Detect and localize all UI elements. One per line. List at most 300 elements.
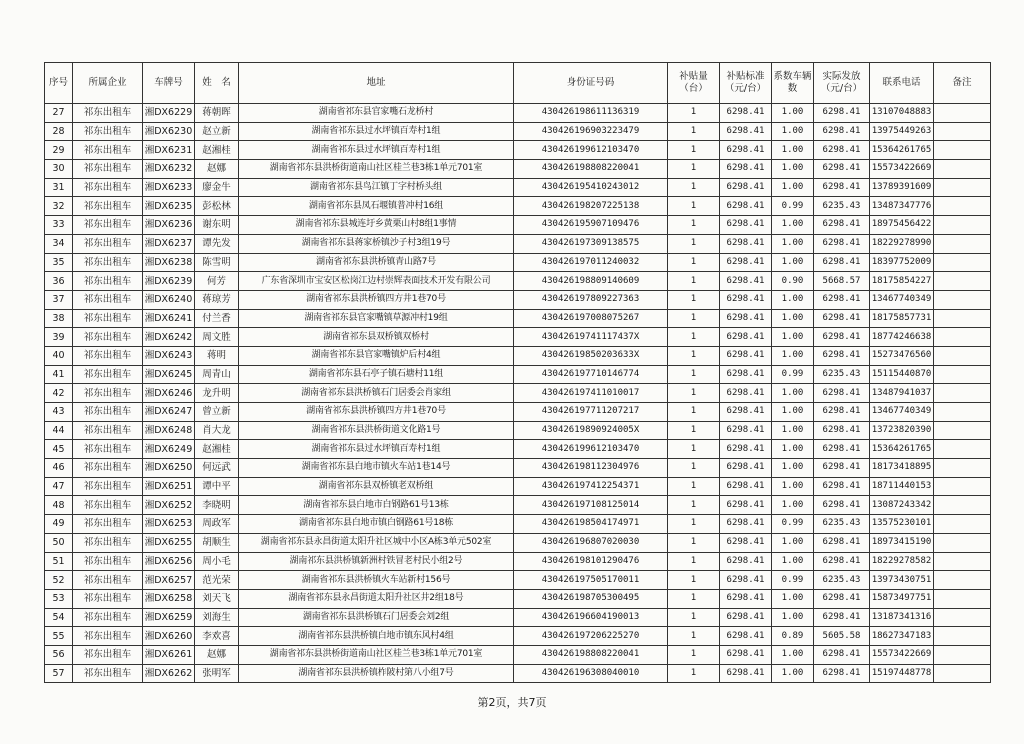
- row-id-number: 430426198808220041: [514, 160, 668, 179]
- table-row: [45, 122, 991, 141]
- row-company: 祁东出租车: [73, 496, 143, 515]
- row-remark: [934, 346, 991, 365]
- row-plate: 湘DX6235: [143, 197, 195, 216]
- row-plate: 湘DX6256: [143, 552, 195, 571]
- row-plate: 湘DX6255: [143, 533, 195, 552]
- row-subsidy-qty: 1: [668, 533, 720, 552]
- row-name: 赵湘桂: [195, 440, 239, 459]
- row-coef: 1.00: [772, 589, 814, 608]
- row-address: 湖南省祁东县城连圩乡黄栗山村8组1事情: [239, 216, 514, 235]
- row-company: 祁东出租车: [73, 104, 143, 123]
- row-name: 何远武: [195, 459, 239, 478]
- table-row: [45, 627, 991, 646]
- row-subsidy-qty: 1: [668, 589, 720, 608]
- row-subsidy-qty: 1: [668, 403, 720, 422]
- row-company: 祁东出租车: [73, 178, 143, 197]
- row-plate: 湘DX6250: [143, 459, 195, 478]
- row-remark: [934, 421, 991, 440]
- row-company: 祁东出租车: [73, 552, 143, 571]
- table-row: [45, 515, 991, 534]
- row-phone: 15115440870: [870, 365, 934, 384]
- table-row: [45, 421, 991, 440]
- row-subsidy-std: 6298.41: [720, 571, 772, 590]
- row-seq: 48: [45, 496, 73, 515]
- row-subsidy-qty: 1: [668, 234, 720, 253]
- row-name: 周政军: [195, 515, 239, 534]
- row-subsidy-std: 6298.41: [720, 104, 772, 123]
- row-plate: 湘DX6261: [143, 645, 195, 664]
- row-remark: [934, 104, 991, 123]
- row-coef: 1.00: [772, 477, 814, 496]
- row-address: 湖南省祁东县白地市白钢路61号13栋: [239, 496, 514, 515]
- row-id-number: 43042619741117437X: [514, 328, 668, 347]
- row-name: 周小毛: [195, 552, 239, 571]
- row-coef: 1.00: [772, 384, 814, 403]
- row-name: 陈雪明: [195, 253, 239, 272]
- row-plate: 湘DX6241: [143, 309, 195, 328]
- row-name: 曾立新: [195, 403, 239, 422]
- row-seq: 28: [45, 122, 73, 141]
- table-row: [45, 272, 991, 291]
- row-plate: 湘DX6258: [143, 589, 195, 608]
- row-seq: 54: [45, 608, 73, 627]
- row-remark: [934, 645, 991, 664]
- row-seq: 51: [45, 552, 73, 571]
- row-address: 湖南省祁东县鸟江镇丁字村桥头组: [239, 178, 514, 197]
- row-address: 湖南省祁东县永昌街道太阳升社区城中小区A栋3单元502室: [239, 533, 514, 552]
- row-id-number: 430426197206225270: [514, 627, 668, 646]
- row-phone: 15873497751: [870, 589, 934, 608]
- row-remark: [934, 365, 991, 384]
- table-row: [45, 645, 991, 664]
- row-subsidy-qty: 1: [668, 645, 720, 664]
- row-remark: [934, 608, 991, 627]
- row-seq: 43: [45, 403, 73, 422]
- header-phone: 联系电话: [870, 63, 934, 104]
- row-plate: 湘DX6245: [143, 365, 195, 384]
- row-address: 湖南省祁东县官家嘴镇草源冲村19组: [239, 309, 514, 328]
- row-subsidy-std: 6298.41: [720, 253, 772, 272]
- row-seq: 34: [45, 234, 73, 253]
- row-remark: [934, 290, 991, 309]
- row-company: 祁东出租车: [73, 216, 143, 235]
- row-address: 湖南省祁东县过水坪镇百寿村1组: [239, 141, 514, 160]
- row-company: 祁东出租车: [73, 571, 143, 590]
- row-actual: 6298.41: [814, 141, 870, 160]
- row-seq: 41: [45, 365, 73, 384]
- row-subsidy-std: 6298.41: [720, 421, 772, 440]
- row-id-number: 430426198207225138: [514, 197, 668, 216]
- row-phone: 15573422669: [870, 160, 934, 179]
- row-id-number: 430426198809140609: [514, 272, 668, 291]
- row-subsidy-std: 6298.41: [720, 197, 772, 216]
- row-plate: 湘DX6236: [143, 216, 195, 235]
- row-seq: 27: [45, 104, 73, 123]
- row-remark: [934, 664, 991, 683]
- table-row: [45, 346, 991, 365]
- row-coef: 0.99: [772, 365, 814, 384]
- row-id-number: 430426198101290476: [514, 552, 668, 571]
- row-remark: [934, 627, 991, 646]
- row-company: 祁东出租车: [73, 403, 143, 422]
- row-subsidy-std: 6298.41: [720, 533, 772, 552]
- table-body: [45, 104, 991, 683]
- row-plate: 湘DX6233: [143, 178, 195, 197]
- row-subsidy-std: 6298.41: [720, 589, 772, 608]
- row-actual: 6298.41: [814, 122, 870, 141]
- row-actual: 6298.41: [814, 216, 870, 235]
- row-name: 李欢喜: [195, 627, 239, 646]
- row-plate: 湘DX6229: [143, 104, 195, 123]
- row-subsidy-qty: 1: [668, 272, 720, 291]
- row-id-number: 430426197505170011: [514, 571, 668, 590]
- row-subsidy-qty: 1: [668, 290, 720, 309]
- row-id-number: 430426196604190013: [514, 608, 668, 627]
- row-subsidy-std: 6298.41: [720, 234, 772, 253]
- row-subsidy-qty: 1: [668, 477, 720, 496]
- row-coef: 1.00: [772, 253, 814, 272]
- row-company: 祁东出租车: [73, 234, 143, 253]
- row-id-number: 430426195410243012: [514, 178, 668, 197]
- row-phone: 18774246638: [870, 328, 934, 347]
- row-coef: 1.00: [772, 309, 814, 328]
- row-company: 祁东出租车: [73, 197, 143, 216]
- table-row: [45, 365, 991, 384]
- row-id-number: 430426197710146774: [514, 365, 668, 384]
- row-id-number: 430426198112304976: [514, 459, 668, 478]
- row-phone: 13467740349: [870, 290, 934, 309]
- row-coef: 0.99: [772, 571, 814, 590]
- row-address: 湖南省祁东县蒋家桥镇沙子村3组19号: [239, 234, 514, 253]
- row-company: 祁东出租车: [73, 290, 143, 309]
- row-seq: 55: [45, 627, 73, 646]
- header-address: 地址: [239, 63, 514, 104]
- row-remark: [934, 328, 991, 347]
- row-subsidy-qty: 1: [668, 608, 720, 627]
- row-id-number: 430426198504174971: [514, 515, 668, 534]
- row-plate: 湘DX6246: [143, 384, 195, 403]
- row-name: 蒋明: [195, 346, 239, 365]
- row-address: 湖南省祁东县洪桥镇四方井1巷70号: [239, 290, 514, 309]
- row-phone: 18397752009: [870, 253, 934, 272]
- row-seq: 35: [45, 253, 73, 272]
- row-name: 彭松林: [195, 197, 239, 216]
- row-company: 祁东出租车: [73, 440, 143, 459]
- row-plate: 湘DX6240: [143, 290, 195, 309]
- row-subsidy-std: 6298.41: [720, 178, 772, 197]
- row-name: 龙升明: [195, 384, 239, 403]
- row-subsidy-std: 6298.41: [720, 122, 772, 141]
- row-seq: 50: [45, 533, 73, 552]
- row-actual: 6298.41: [814, 160, 870, 179]
- table-row: [45, 533, 991, 552]
- row-name: 赵立新: [195, 122, 239, 141]
- table-row: [45, 477, 991, 496]
- row-name: 谭先发: [195, 234, 239, 253]
- row-actual: 6298.41: [814, 533, 870, 552]
- row-remark: [934, 309, 991, 328]
- row-remark: [934, 216, 991, 235]
- row-subsidy-qty: 1: [668, 309, 720, 328]
- row-subsidy-std: 6298.41: [720, 552, 772, 571]
- row-id-number: 430426199612103470: [514, 141, 668, 160]
- row-subsidy-std: 6298.41: [720, 290, 772, 309]
- row-actual: 6298.41: [814, 328, 870, 347]
- row-actual: 6298.41: [814, 290, 870, 309]
- row-name: 谭中平: [195, 477, 239, 496]
- header-subsidy-qty: 补贴量（台）: [668, 63, 720, 104]
- row-subsidy-qty: 1: [668, 440, 720, 459]
- row-address: 广东省深圳市宝安区松岗江边村崇辉表面技术开发有限公司: [239, 272, 514, 291]
- row-actual: 6235.43: [814, 365, 870, 384]
- row-id-number: 430426197411010017: [514, 384, 668, 403]
- row-remark: [934, 571, 991, 590]
- row-remark: [934, 234, 991, 253]
- row-remark: [934, 533, 991, 552]
- row-seq: 32: [45, 197, 73, 216]
- row-company: 祁东出租车: [73, 589, 143, 608]
- row-seq: 33: [45, 216, 73, 235]
- row-actual: 5668.57: [814, 272, 870, 291]
- row-subsidy-qty: 1: [668, 104, 720, 123]
- row-name: 赵娜: [195, 160, 239, 179]
- table-row: [45, 571, 991, 590]
- row-subsidy-std: 6298.41: [720, 477, 772, 496]
- row-company: 祁东出租车: [73, 533, 143, 552]
- row-seq: 45: [45, 440, 73, 459]
- row-address: 湖南省祁东县洪桥镇青山路7号: [239, 253, 514, 272]
- row-address: 湖南省祁东县官家嘴镇炉后村4组: [239, 346, 514, 365]
- row-remark: [934, 496, 991, 515]
- row-subsidy-qty: 1: [668, 496, 720, 515]
- table-row: [45, 496, 991, 515]
- row-phone: 15364261765: [870, 141, 934, 160]
- row-id-number: 430426198611136319: [514, 104, 668, 123]
- row-subsidy-std: 6298.41: [720, 160, 772, 179]
- row-subsidy-std: 6298.41: [720, 627, 772, 646]
- row-company: 祁东出租车: [73, 346, 143, 365]
- row-company: 祁东出租车: [73, 421, 143, 440]
- row-phone: 13487941037: [870, 384, 934, 403]
- header-remark: 备注: [934, 63, 991, 104]
- row-subsidy-std: 6298.41: [720, 384, 772, 403]
- table-row: [45, 328, 991, 347]
- row-name: 周文胜: [195, 328, 239, 347]
- row-coef: 1.00: [772, 346, 814, 365]
- row-company: 祁东出租车: [73, 627, 143, 646]
- row-seq: 40: [45, 346, 73, 365]
- row-name: 赵娜: [195, 645, 239, 664]
- row-remark: [934, 403, 991, 422]
- row-id-number: 430426197809227363: [514, 290, 668, 309]
- row-phone: 18175857731: [870, 309, 934, 328]
- row-subsidy-qty: 1: [668, 328, 720, 347]
- row-phone: 13723820390: [870, 421, 934, 440]
- row-coef: 1.00: [772, 440, 814, 459]
- row-id-number: 430426197008075267: [514, 309, 668, 328]
- row-address: 湖南省祁东县洪桥镇石门居委会刘2组: [239, 608, 514, 627]
- table-row: [45, 384, 991, 403]
- row-plate: 湘DX6237: [143, 234, 195, 253]
- header-subsidy-std: 补贴标准（元/台）: [720, 63, 772, 104]
- row-subsidy-qty: 1: [668, 627, 720, 646]
- row-plate: 湘DX6242: [143, 328, 195, 347]
- row-subsidy-std: 6298.41: [720, 309, 772, 328]
- row-address: 湖南省祁东县双桥镇双桥村: [239, 328, 514, 347]
- row-subsidy-qty: 1: [668, 515, 720, 534]
- header-company: 所属企业: [73, 63, 143, 104]
- table-row: [45, 309, 991, 328]
- header-name: 姓 名: [195, 63, 239, 104]
- row-phone: 18173418895: [870, 459, 934, 478]
- row-seq: 47: [45, 477, 73, 496]
- row-actual: 6235.43: [814, 571, 870, 590]
- row-actual: 6298.41: [814, 440, 870, 459]
- table-header-row: [45, 63, 991, 104]
- row-actual: 6298.41: [814, 309, 870, 328]
- row-remark: [934, 515, 991, 534]
- row-address: 湖南省祁东县双桥镇老双桥组: [239, 477, 514, 496]
- row-plate: 湘DX6257: [143, 571, 195, 590]
- row-phone: 18229278582: [870, 552, 934, 571]
- row-seq: 36: [45, 272, 73, 291]
- row-seq: 44: [45, 421, 73, 440]
- row-phone: 15197448778: [870, 664, 934, 683]
- row-coef: 1.00: [772, 122, 814, 141]
- row-name: 刘天飞: [195, 589, 239, 608]
- row-address: 湖南省祁东县白地市镇白钢路61号18栋: [239, 515, 514, 534]
- row-name: 何芳: [195, 272, 239, 291]
- row-subsidy-qty: 1: [668, 122, 720, 141]
- row-coef: 1.00: [772, 328, 814, 347]
- row-name: 蒋琼芳: [195, 290, 239, 309]
- row-subsidy-qty: 1: [668, 216, 720, 235]
- row-plate: 湘DX6247: [143, 403, 195, 422]
- row-coef: 1.00: [772, 234, 814, 253]
- row-phone: 13087243342: [870, 496, 934, 515]
- row-address: 湖南祁东县洪桥镇新洲村铁冒老村民小组2号: [239, 552, 514, 571]
- row-subsidy-std: 6298.41: [720, 608, 772, 627]
- row-actual: 6298.41: [814, 664, 870, 683]
- row-coef: 1.00: [772, 664, 814, 683]
- row-plate: 湘DX6232: [143, 160, 195, 179]
- row-actual: 6298.41: [814, 496, 870, 515]
- header-seq: 序号: [45, 63, 73, 104]
- row-company: 祁东出租车: [73, 328, 143, 347]
- row-coef: 1.00: [772, 141, 814, 160]
- row-name: 付兰香: [195, 309, 239, 328]
- row-plate: 湘DX6249: [143, 440, 195, 459]
- row-coef: 1.00: [772, 552, 814, 571]
- row-phone: 18175854227: [870, 272, 934, 291]
- row-actual: 6298.41: [814, 178, 870, 197]
- row-coef: 1.00: [772, 459, 814, 478]
- row-subsidy-qty: 1: [668, 346, 720, 365]
- row-phone: 13975449263: [870, 122, 934, 141]
- row-coef: 1.00: [772, 216, 814, 235]
- row-subsidy-std: 6298.41: [720, 272, 772, 291]
- row-remark: [934, 589, 991, 608]
- row-actual: 6298.41: [814, 608, 870, 627]
- row-coef: 0.99: [772, 515, 814, 534]
- row-actual: 6298.41: [814, 477, 870, 496]
- row-plate: 湘DX6231: [143, 141, 195, 160]
- row-name: 范光荣: [195, 571, 239, 590]
- row-subsidy-qty: 1: [668, 664, 720, 683]
- table-row: [45, 178, 991, 197]
- subsidy-table: [44, 62, 991, 683]
- row-subsidy-std: 6298.41: [720, 403, 772, 422]
- row-remark: [934, 440, 991, 459]
- row-plate: 湘DX6239: [143, 272, 195, 291]
- table-row: [45, 552, 991, 571]
- row-address: 湖南省祁东县凤石堰镇普冲村16组: [239, 197, 514, 216]
- row-address: 湖南省祁东县过水坪镇百寿村1组: [239, 440, 514, 459]
- row-remark: [934, 552, 991, 571]
- row-company: 祁东出租车: [73, 645, 143, 664]
- row-company: 祁东出租车: [73, 459, 143, 478]
- row-actual: 6298.41: [814, 403, 870, 422]
- row-seq: 38: [45, 309, 73, 328]
- row-name: 刘海生: [195, 608, 239, 627]
- table-row: [45, 589, 991, 608]
- row-seq: 29: [45, 141, 73, 160]
- row-id-number: 430426195907109476: [514, 216, 668, 235]
- row-seq: 31: [45, 178, 73, 197]
- row-name: 廖金牛: [195, 178, 239, 197]
- row-company: 祁东出租车: [73, 477, 143, 496]
- row-address: 湖南省祁东县洪桥镇火车站新村156号: [239, 571, 514, 590]
- row-actual: 5605.58: [814, 627, 870, 646]
- row-name: 蒋朝晖: [195, 104, 239, 123]
- row-company: 祁东出租车: [73, 608, 143, 627]
- row-address: 湖南省祁东县石亭子镇石塘村11组: [239, 365, 514, 384]
- row-coef: 1.00: [772, 421, 814, 440]
- row-name: 肖大龙: [195, 421, 239, 440]
- row-actual: 6298.41: [814, 421, 870, 440]
- row-plate: 湘DX6262: [143, 664, 195, 683]
- row-phone: 13973430751: [870, 571, 934, 590]
- row-seq: 30: [45, 160, 73, 179]
- table-row: [45, 160, 991, 179]
- row-coef: 1.00: [772, 178, 814, 197]
- row-coef: 1.00: [772, 496, 814, 515]
- row-actual: 6298.41: [814, 104, 870, 123]
- row-actual: 6235.43: [814, 515, 870, 534]
- row-company: 祁东出租车: [73, 365, 143, 384]
- row-actual: 6298.41: [814, 234, 870, 253]
- table-row: [45, 608, 991, 627]
- row-subsidy-qty: 1: [668, 571, 720, 590]
- table-row: [45, 216, 991, 235]
- row-seq: 42: [45, 384, 73, 403]
- row-subsidy-qty: 1: [668, 197, 720, 216]
- row-company: 祁东出租车: [73, 122, 143, 141]
- row-name: 张明军: [195, 664, 239, 683]
- row-address: 湖南省祁东县洪桥镇石门居委会肖家组: [239, 384, 514, 403]
- table-row: [45, 253, 991, 272]
- row-id-number: 430426197108125014: [514, 496, 668, 515]
- row-subsidy-qty: 1: [668, 365, 720, 384]
- row-subsidy-qty: 1: [668, 178, 720, 197]
- row-plate: 湘DX6260: [143, 627, 195, 646]
- row-phone: 13789391609: [870, 178, 934, 197]
- row-phone: 18627347183: [870, 627, 934, 646]
- row-seq: 52: [45, 571, 73, 590]
- row-id-number: 43042619850203633X: [514, 346, 668, 365]
- row-name: 周青山: [195, 365, 239, 384]
- page-number: 第2页，共7页: [477, 696, 547, 709]
